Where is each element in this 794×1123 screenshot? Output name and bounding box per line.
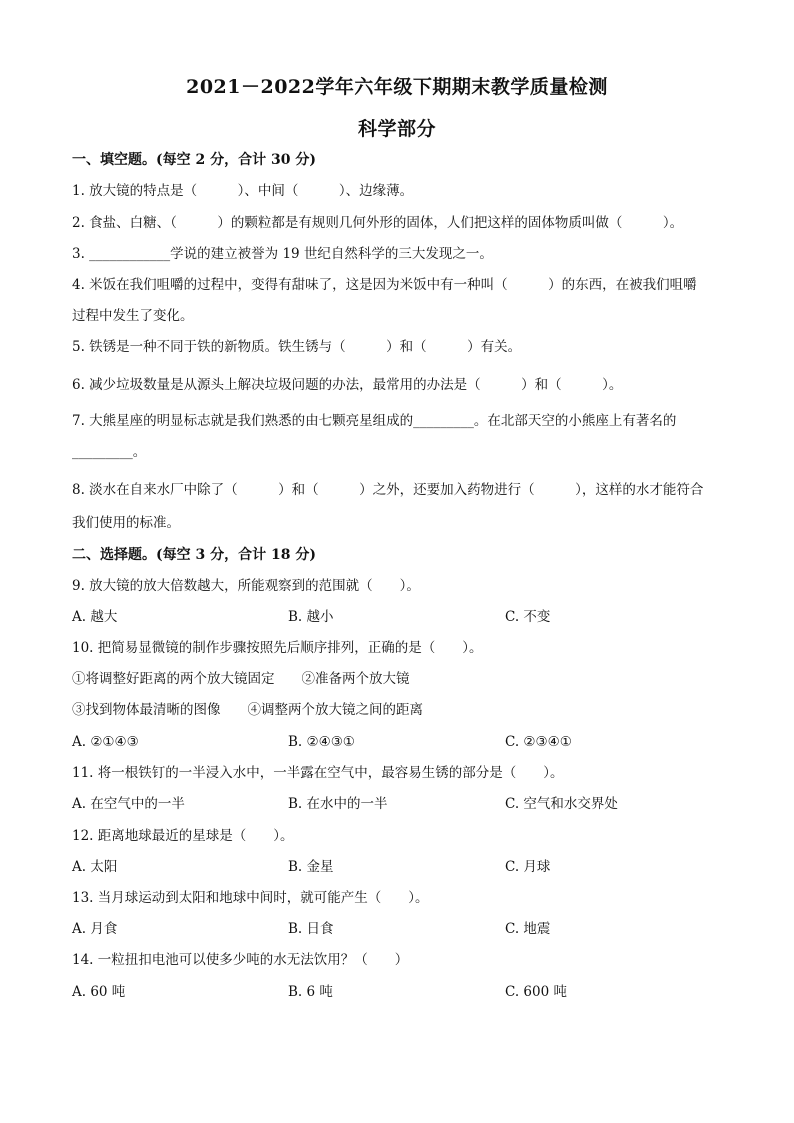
question-13-option-b: B. 日食 xyxy=(288,921,334,937)
question-12-option-b: B. 金星 xyxy=(288,859,334,875)
question-4-line-1: 4. 米饭在我们咀嚼的过程中，变得有甜味了，这是因为米饭中有一种叫（ ）的东西，在被我们咀嚼 xyxy=(72,277,697,293)
section-1-heading: 一、填空题。(每空 2 分，合计 30 分) xyxy=(72,152,316,168)
question-9-option-a: A. 越大 xyxy=(72,609,118,625)
question-4-line-2: 过程中发生了变化。 xyxy=(72,308,194,324)
page-subtitle: 科学部分 xyxy=(357,118,436,140)
question-9-option-b: B. 越小 xyxy=(288,609,334,625)
question-9: 9. 放大镜的放大倍数越大，所能观察到的范围就（ ）。 xyxy=(72,578,420,594)
question-12: 12. 距离地球最近的星球是（ ）。 xyxy=(72,828,294,844)
question-14-option-a: A. 60 吨 xyxy=(72,984,126,1000)
page-title: 2021－2022学年六年级下期期末教学质量检测 xyxy=(186,76,608,98)
question-11-option-c: C. 空气和水交界处 xyxy=(505,796,618,812)
question-8-line-2: 我们使用的标准。 xyxy=(72,515,180,531)
question-5: 5. 铁锈是一种不同于铁的新物质。铁生锈与（ ）和（ ）有关。 xyxy=(72,339,522,355)
question-6: 6. 减少垃圾数量是从源头上解决垃圾问题的办法，最常用的办法是（ ）和（ ）。 xyxy=(72,377,623,393)
question-10: 10. 把简易显微镜的制作步骤按照先后顺序排列，正确的是（ ）。 xyxy=(72,640,483,656)
question-7-line-1: 7. 大熊星座的明显标志就是我们熟悉的由七颗亮星组成的_________。在北部天空的小熊座上有著名的 xyxy=(72,413,677,429)
question-10-steps-2: ③找到物体最清晰的图像 ④调整两个放大镜之间的距离 xyxy=(72,702,423,718)
question-14-option-c: C. 600 吨 xyxy=(505,984,567,1000)
question-7-line-2: _________。 xyxy=(72,444,147,460)
question-10-option-c: C. ②③④① xyxy=(505,734,572,750)
question-2: 2. 食盐、白糖、（ ）的颗粒都是有规则几何外形的固体，人们把这样的固体物质叫做（ ）。 xyxy=(72,215,684,231)
question-11: 11. 将一根铁钉的一半浸入水中，一半露在空气中，最容易生锈的部分是（ ）。 xyxy=(72,765,564,781)
question-11-option-a: A. 在空气中的一半 xyxy=(72,796,185,812)
question-10-option-b: B. ②④③① xyxy=(288,734,355,750)
question-11-option-b: B. 在水中的一半 xyxy=(288,796,388,812)
question-1: 1. 放大镜的特点是（ ）、中间（ ）、边缘薄。 xyxy=(72,183,414,199)
question-10-option-a: A. ②①④③ xyxy=(72,734,139,750)
question-14-option-b: B. 6 吨 xyxy=(288,984,333,1000)
question-12-option-c: C. 月球 xyxy=(505,859,551,875)
question-3: 3. ____________学说的建立被誉为 19 世纪自然科学的三大发现之一。 xyxy=(72,246,493,262)
question-12-option-a: A. 太阳 xyxy=(72,859,118,875)
question-8-line-1: 8. 淡水在自来水厂中除了（ ）和（ ）之外，还要加入药物进行（ ），这样的水才能符合 xyxy=(72,482,704,498)
question-13-option-a: A. 月食 xyxy=(72,921,118,937)
section-2-heading: 二、选择题。(每空 3 分，合计 18 分) xyxy=(72,547,316,563)
question-13: 13. 当月球运动到太阳和地球中间时，就可能产生（ ）。 xyxy=(72,890,429,906)
question-13-option-c: C. 地震 xyxy=(505,921,551,937)
question-14: 14. 一粒扭扣电池可以使多少吨的水无法饮用？（ ） xyxy=(72,952,409,968)
question-10-steps-1: ①将调整好距离的两个放大镜固定 ②准备两个放大镜 xyxy=(72,671,410,687)
question-9-option-c: C. 不变 xyxy=(505,609,551,625)
